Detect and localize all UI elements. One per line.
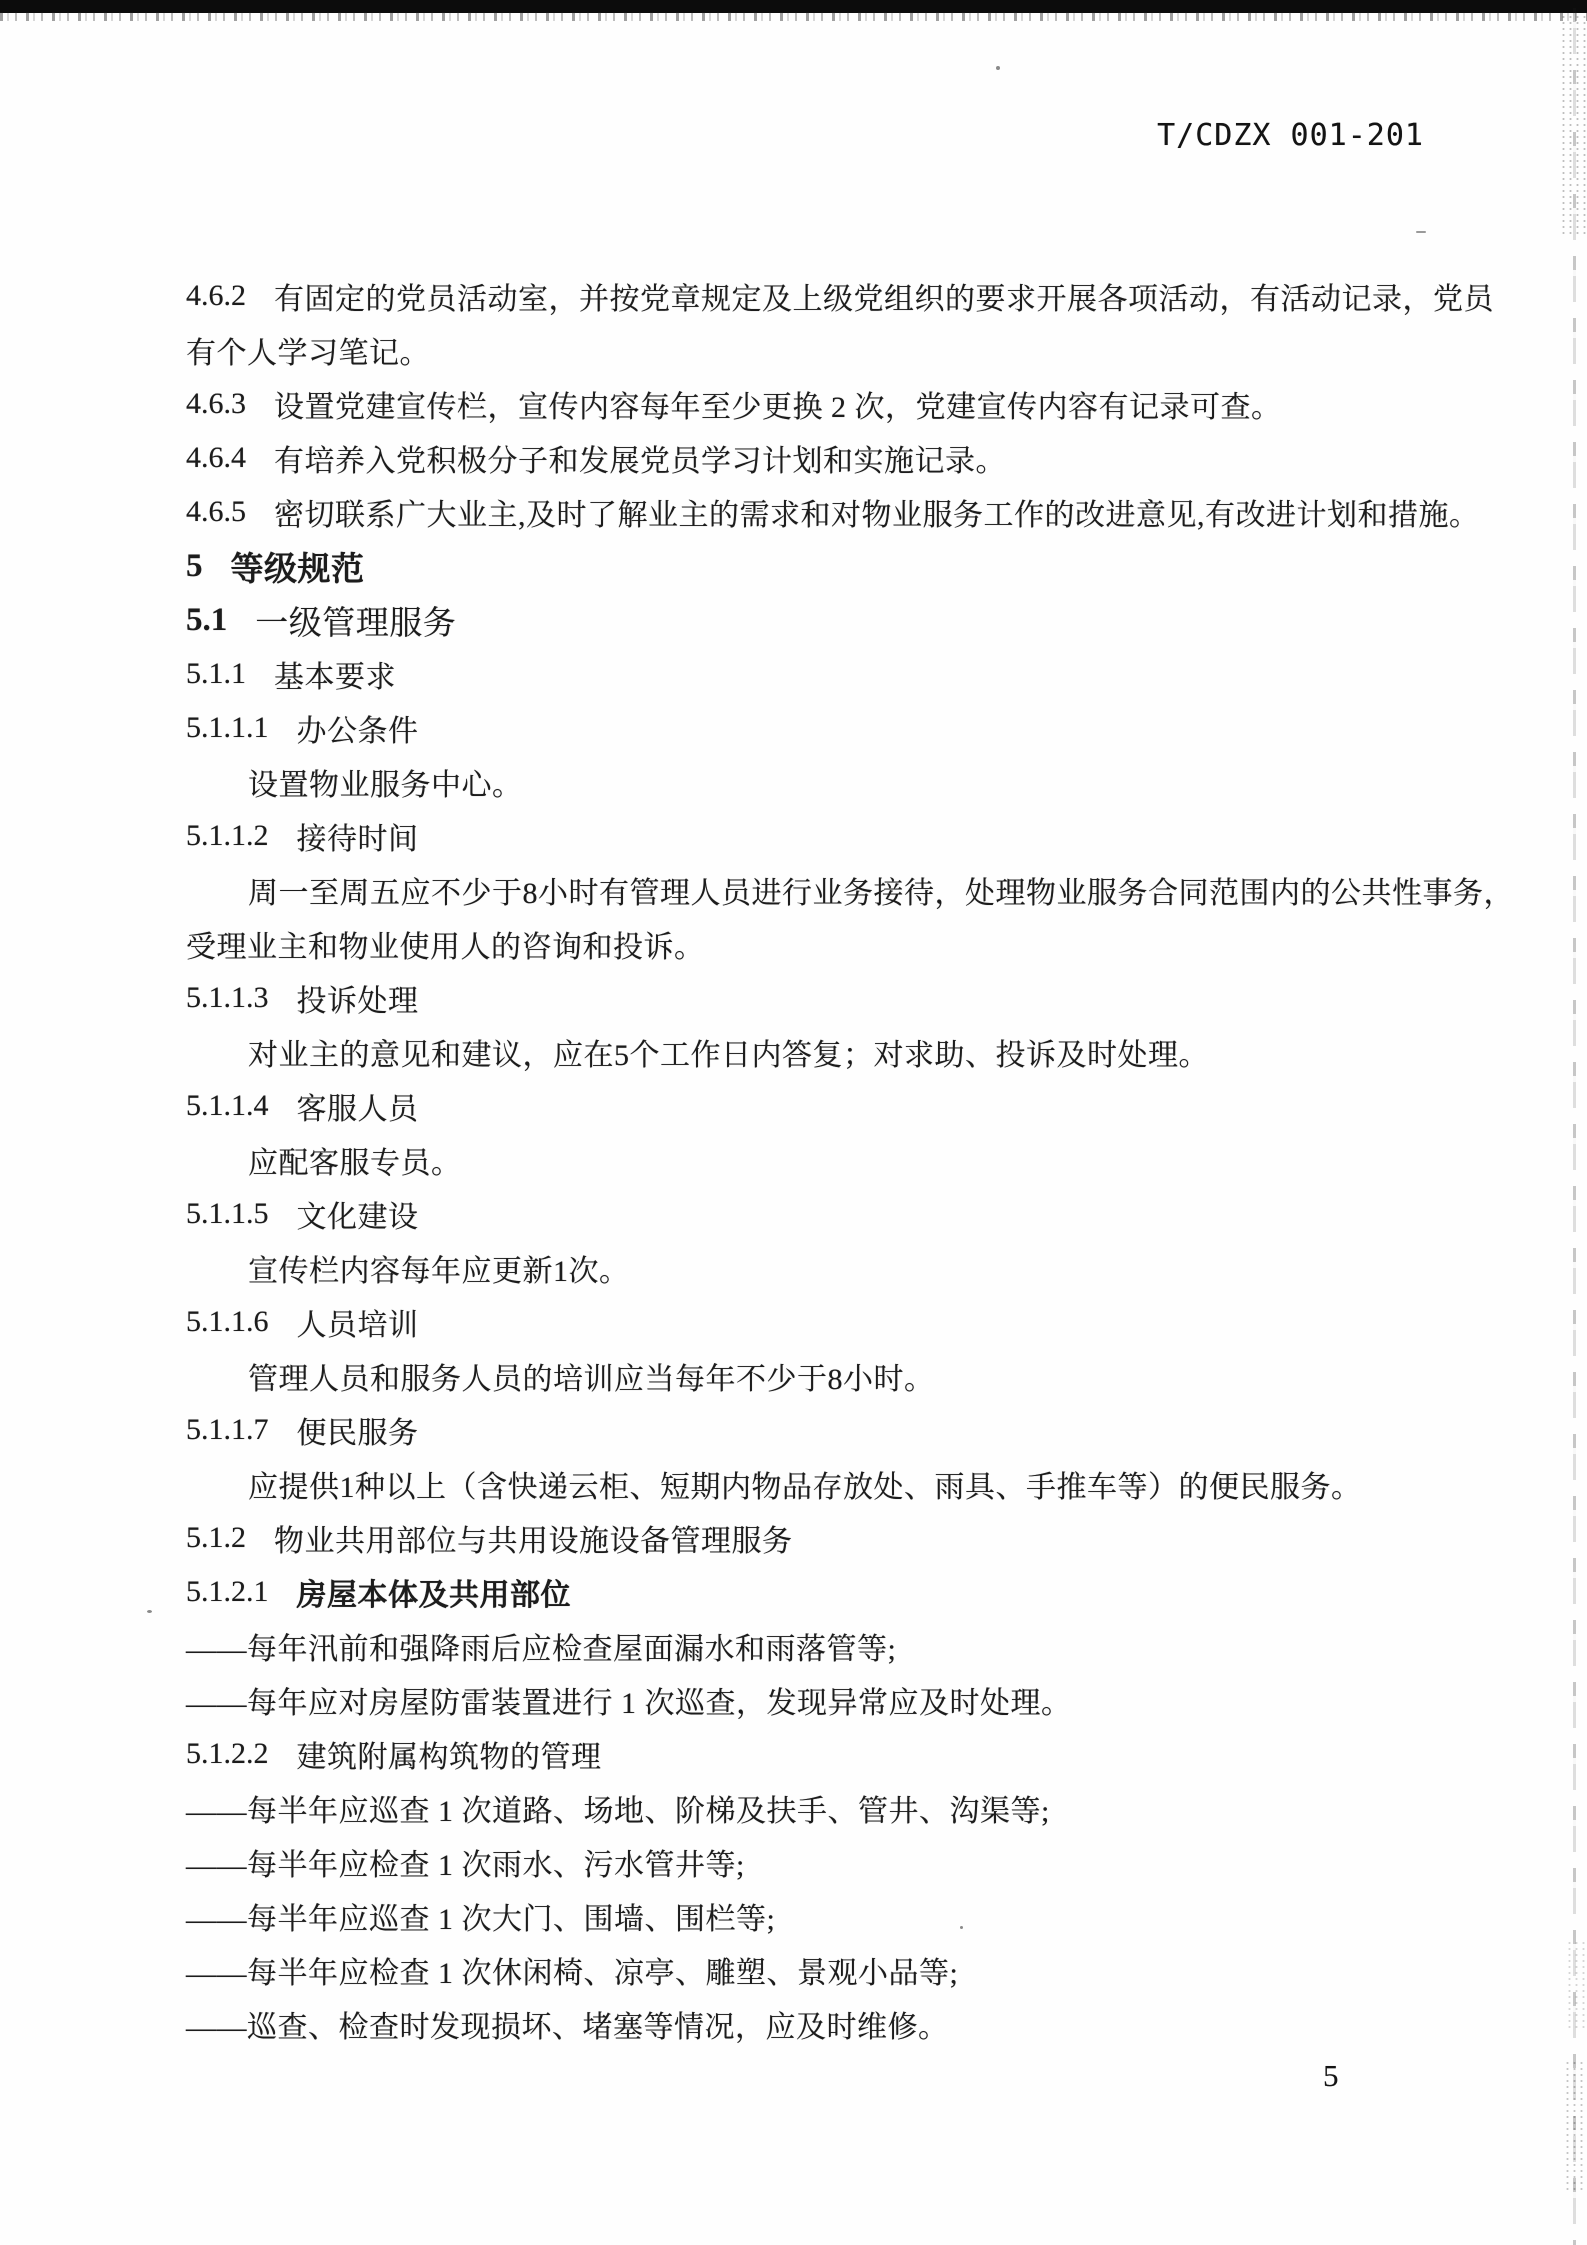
paragraph-row xyxy=(186,1781,1486,1835)
clause-row xyxy=(186,431,1486,485)
clause-row xyxy=(186,971,1486,1025)
scan-artifact-speckle xyxy=(1566,1940,1586,2030)
clause-text: 便民服务 xyxy=(296,1417,419,1450)
clause-row xyxy=(186,809,1486,863)
clause-text: 基本要求 xyxy=(274,661,396,694)
paragraph-row xyxy=(186,1349,1486,1403)
scan-artifact-right-edge-line xyxy=(1573,8,1576,2245)
scan-artifact-dot xyxy=(1416,231,1426,233)
clause-number: 4.6.4 xyxy=(186,441,246,474)
clause-text: 周一至周五应不少于8小时有管理人员进行业务接待，处理物业服务合同范围内的公共性事务， xyxy=(248,877,1514,910)
clause-text: 等级规范 xyxy=(230,551,365,588)
clause-row xyxy=(186,593,1486,647)
paragraph-row xyxy=(186,1457,1486,1511)
clause-text: 接待时间 xyxy=(296,823,419,856)
scan-artifact-dot xyxy=(147,1610,152,1613)
clause-text: 密切联系广大业主,及时了解业主的需求和对物业服务工作的改进意见,有改进计划和措施。 xyxy=(274,499,1480,532)
document-body xyxy=(186,269,1514,2051)
clause-text: 文化建设 xyxy=(296,1201,419,1234)
scan-artifact-top-noise xyxy=(0,12,1587,21)
clause-number: 5.1.1.1 xyxy=(186,711,269,744)
paragraph-row xyxy=(186,1889,1486,1943)
clause-number: 5.1.1.2 xyxy=(186,819,269,852)
clause-row xyxy=(186,269,1494,323)
clause-number: 5.1.2.1 xyxy=(186,1575,269,1608)
clause-number: 5.1.2 xyxy=(186,1521,246,1554)
paragraph-row xyxy=(186,1241,1486,1295)
clause-text: 一级管理服务 xyxy=(255,605,457,642)
clause-row xyxy=(186,1079,1486,1133)
paragraph-row xyxy=(186,755,1486,809)
clause-text: 对业主的意见和建议，应在5个工作日内答复；对求助、投诉及时处理。 xyxy=(248,1039,1209,1072)
paragraph-row xyxy=(186,1673,1486,1727)
clause-text: 投诉处理 xyxy=(296,985,419,1018)
clause-row xyxy=(186,1511,1486,1565)
paragraph-row xyxy=(186,917,1486,971)
clause-row xyxy=(186,1403,1486,1457)
clause-text: ——每半年应检查 1 次雨水、污水管井等; xyxy=(186,1849,745,1882)
clause-text: 建筑附属构筑物的管理 xyxy=(296,1741,602,1774)
clause-text: 有培养入党积极分子和发展党员学习计划和实施记录。 xyxy=(274,445,1006,478)
scan-artifact-speckle xyxy=(1560,14,1586,234)
clause-number: 4.6.2 xyxy=(186,279,246,312)
clause-row xyxy=(186,701,1486,755)
document-code-header: T/CDZX 001-201 xyxy=(1157,118,1424,153)
paragraph-row xyxy=(186,1997,1486,2051)
clause-text: 客服人员 xyxy=(296,1093,419,1126)
clause-number: 5.1.1.4 xyxy=(186,1089,269,1122)
paragraph-row xyxy=(186,863,1514,917)
clause-row xyxy=(186,647,1486,701)
clause-number: 4.6.3 xyxy=(186,387,246,420)
clause-text: 物业共用部位与共用设施设备管理服务 xyxy=(274,1525,793,1558)
page-number: 5 xyxy=(1323,2058,1339,2093)
clause-text: 设置党建宣传栏，宣传内容每年至少更换 2 次，党建宣传内容有记录可查。 xyxy=(274,391,1282,424)
clause-text: 有个人学习笔记。 xyxy=(186,337,430,370)
scan-artifact-dot xyxy=(996,66,1000,70)
clause-number: 5.1.1.3 xyxy=(186,981,269,1014)
scan-artifact-speckle xyxy=(1564,2060,1586,2190)
clause-text: 应配客服专员。 xyxy=(248,1147,462,1180)
clause-row xyxy=(186,1727,1486,1781)
clause-text: 有固定的党员活动室，并按党章规定及上级党组织的要求开展各项活动，有活动记录，党员 xyxy=(274,283,1494,316)
clause-number: 5.1.1.6 xyxy=(186,1305,269,1338)
clause-text: ——每年汛前和强降雨后应检查屋面漏水和雨落管等; xyxy=(186,1633,897,1666)
clause-row xyxy=(186,485,1486,539)
clause-row xyxy=(186,539,1486,593)
clause-row xyxy=(186,1187,1486,1241)
clause-text: ——每半年应巡查 1 次道路、场地、阶梯及扶手、管井、沟渠等; xyxy=(186,1795,1050,1828)
paragraph-row xyxy=(186,1619,1486,1673)
clause-text: 办公条件 xyxy=(296,715,419,748)
clause-row xyxy=(186,1295,1486,1349)
clause-row xyxy=(186,377,1486,431)
clause-text: 设置物业服务中心。 xyxy=(248,769,523,802)
clause-text: ——巡查、检查时发现损坏、堵塞等情况，应及时维修。 xyxy=(186,2011,949,2044)
clause-text: ——每年应对房屋防雷装置进行 1 次巡查，发现异常应及时处理。 xyxy=(186,1687,1072,1720)
clause-number: 5.1 xyxy=(186,601,228,638)
clause-text: ——每半年应巡查 1 次大门、围墙、围栏等; xyxy=(186,1903,776,1936)
clause-number: 5.1.1.5 xyxy=(186,1197,269,1230)
clause-row xyxy=(186,1565,1486,1619)
paragraph-row xyxy=(186,1133,1486,1187)
paragraph-row xyxy=(186,1025,1486,1079)
clause-text: 房屋本体及共用部位 xyxy=(296,1579,571,1612)
clause-number: 5.1.1 xyxy=(186,657,246,690)
clause-text: 应提供1种以上（含快递云柜、短期内物品存放处、雨具、手推车等）的便民服务。 xyxy=(248,1471,1362,1504)
clause-number: 5.1.1.7 xyxy=(186,1413,269,1446)
clause-text: 受理业主和物业使用人的咨询和投诉。 xyxy=(186,931,705,964)
paragraph-row xyxy=(186,1835,1486,1889)
clause-number: 5 xyxy=(186,547,203,584)
clause-text: ——每半年应检查 1 次休闲椅、凉亭、雕塑、景观小品等; xyxy=(186,1957,959,1990)
paragraph-row xyxy=(186,1943,1486,1997)
paragraph-row xyxy=(186,323,1486,377)
clause-number: 4.6.5 xyxy=(186,495,246,528)
clause-text: 宣传栏内容每年应更新1次。 xyxy=(248,1255,630,1288)
clause-text: 管理人员和服务人员的培训应当每年不少于8小时。 xyxy=(248,1363,935,1396)
clause-number: 5.1.2.2 xyxy=(186,1737,269,1770)
clause-text: 人员培训 xyxy=(296,1309,419,1342)
